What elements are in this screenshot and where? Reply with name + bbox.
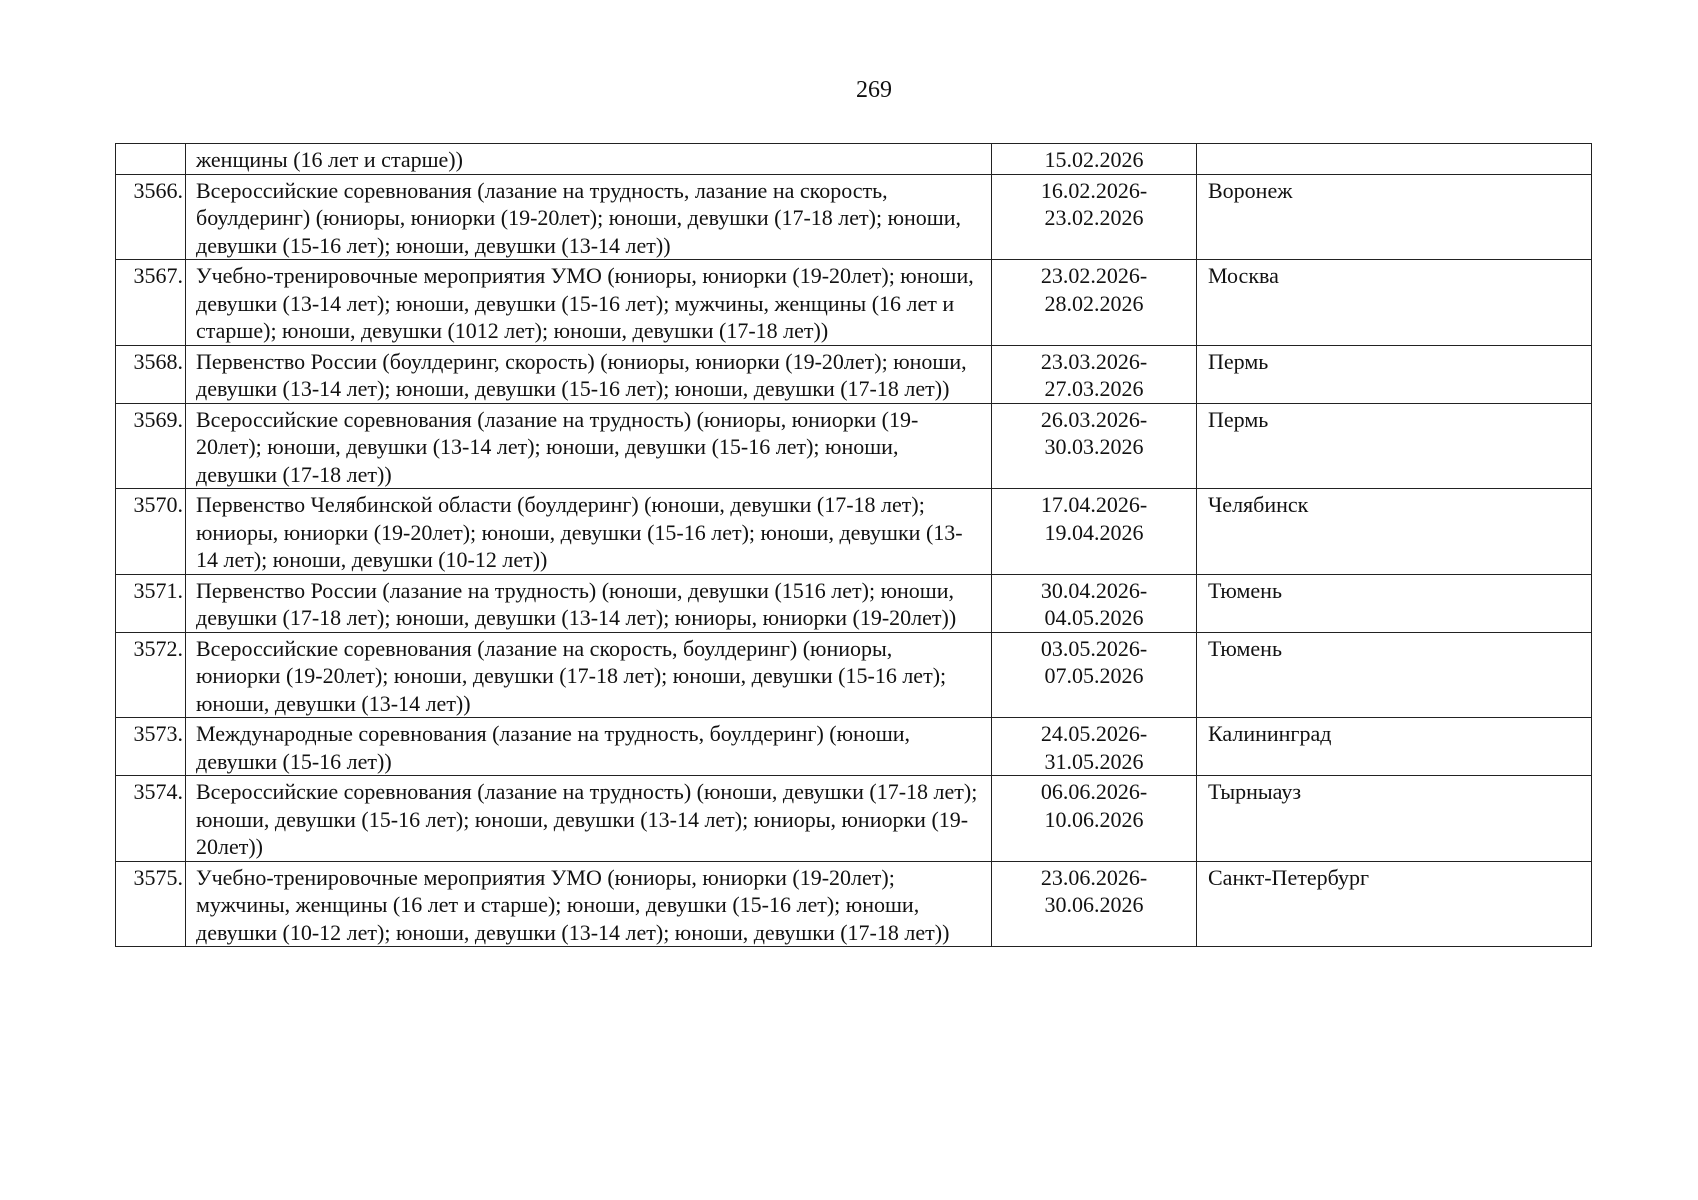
event-dates	[992, 718, 1197, 776]
date-end: 10.06.2026	[1044, 806, 1144, 832]
event-dates	[992, 776, 1197, 862]
date-start: 24.05.2026-	[1040, 721, 1148, 746]
event-name: Всероссийские соревнования (лазание на трудность, лазание на скорость, боулдеринг) (юниоры, юниорки (19-20лет); юноши, девушки (17-18 лет); юноши, девушки (15-16 лет); юноши, девушки (13-14 лет))	[186, 174, 992, 260]
event-name: Первенство России (лазание на трудность) (юноши, девушки (1516 лет); юноши, девушки (17-18 лет); юноши, девушки (13-14 лет); юниоры, юниорки (19-20лет))	[186, 574, 992, 632]
date-start: 15.02.2026	[1044, 147, 1144, 172]
row-number: 3568.	[116, 345, 186, 403]
event-name: Всероссийские соревнования (лазание на скорость, боулдеринг) (юниоры, юниорки (19-20лет); юноши, девушки (17-18 лет); юноши, девушки (15-16 лет); юноши, девушки (13-14 лет))	[186, 632, 992, 718]
event-dates	[992, 260, 1197, 346]
event-dates	[992, 861, 1197, 947]
event-place	[1197, 144, 1592, 175]
date-end: 28.02.2026	[1044, 290, 1144, 316]
row-number: 3571.	[116, 574, 186, 632]
event-dates	[992, 174, 1197, 260]
event-name: Международные соревнования (лазание на трудность, боулдеринг) (юноши, девушки (15-16 лет))	[186, 718, 992, 776]
table-row	[116, 718, 1592, 776]
event-dates	[992, 345, 1197, 403]
event-place: Москва	[1197, 260, 1592, 346]
date-end: 19.04.2026	[1044, 519, 1144, 545]
date-end: 23.02.2026	[1044, 205, 1144, 230]
date-start: 26.03.2026-	[1040, 406, 1148, 432]
date-start: 23.03.2026-	[1040, 348, 1148, 374]
table-row	[116, 861, 1592, 947]
event-place: Челябинск	[1197, 489, 1592, 575]
table-row	[116, 345, 1592, 403]
event-name: Учебно-тренировочные мероприятия УМО (юниоры, юниорки (19-20лет); мужчины, женщины (16 лет и старше); юноши, девушки (15-16 лет); юноши, девушки (10-12 лет); юноши, девушки (13-14 лет); юноши, девушки (17-18 лет))	[186, 861, 992, 947]
date-end: 30.06.2026	[1044, 892, 1144, 917]
event-place: Тюмень	[1197, 632, 1592, 718]
event-name: Первенство Челябинской области (боулдеринг) (юноши, девушки (17-18 лет); юниоры, юниорки (19-20лет); юноши, девушки (15-16 лет); юноши, девушки (13-14 лет); юноши, девушки (10-12 лет))	[186, 489, 992, 575]
row-number: 3569.	[116, 403, 186, 489]
date-end: 04.05.2026	[1044, 605, 1144, 630]
table-row	[116, 632, 1592, 718]
date-start: 30.04.2026-	[1040, 577, 1148, 603]
date-start: 03.05.2026-	[1040, 635, 1148, 661]
event-name: Всероссийские соревнования (лазание на трудность) (юниоры, юниорки (19-20лет); юноши, девушки (13-14 лет); юноши, девушки (15-16 лет); юноши, девушки (17-18 лет))	[186, 403, 992, 489]
row-number	[116, 144, 186, 175]
row-number: 3575.	[116, 861, 186, 947]
events-table	[115, 143, 1592, 947]
event-place: Санкт-Петербург	[1197, 861, 1592, 947]
event-place: Пермь	[1197, 403, 1592, 489]
event-name: Учебно-тренировочные мероприятия УМО (юниоры, юниорки (19-20лет); юноши, девушки (13-14 лет); юноши, девушки (15-16 лет); мужчины, женщины (16 лет и старше); юноши, девушки (1012 лет); юноши, девушки (17-18 лет))	[186, 260, 992, 346]
event-place: Тюмень	[1197, 574, 1592, 632]
event-dates	[992, 489, 1197, 575]
date-start: 23.02.2026-	[1040, 263, 1148, 288]
table-row	[116, 174, 1592, 260]
event-dates	[992, 403, 1197, 489]
table-row	[116, 574, 1592, 632]
row-number: 3570.	[116, 489, 186, 575]
date-end: 31.05.2026	[1044, 748, 1144, 774]
row-number: 3573.	[116, 718, 186, 776]
table-row	[116, 403, 1592, 489]
event-place: Воронеж	[1197, 174, 1592, 260]
event-name: Всероссийские соревнования (лазание на трудность) (юноши, девушки (17-18 лет); юноши, девушки (15-16 лет); юноши, девушки (13-14 лет); юниоры, юниорки (19-20лет))	[186, 776, 992, 862]
event-name: женщины (16 лет и старше))	[186, 144, 992, 175]
event-name: Первенство России (боулдеринг, скорость) (юниоры, юниорки (19-20лет); юноши, девушки (13-14 лет); юноши, девушки (15-16 лет); юноши, девушки (17-18 лет))	[186, 345, 992, 403]
date-end: 30.03.2026	[1044, 434, 1144, 459]
table-row	[116, 144, 1592, 175]
date-end: 27.03.2026	[1044, 376, 1144, 401]
date-start: 23.06.2026-	[1040, 864, 1148, 890]
event-dates	[992, 632, 1197, 718]
date-end: 07.05.2026	[1044, 663, 1144, 688]
table-row	[116, 489, 1592, 575]
event-dates	[992, 144, 1197, 175]
date-start: 17.04.2026-	[1040, 492, 1148, 517]
table-row	[116, 260, 1592, 346]
event-place: Калининград	[1197, 718, 1592, 776]
date-start: 06.06.2026-	[1040, 779, 1148, 804]
event-place: Пермь	[1197, 345, 1592, 403]
page-number: 269	[856, 77, 892, 103]
date-start: 16.02.2026-	[1040, 177, 1148, 203]
row-number: 3572.	[116, 632, 186, 718]
row-number: 3567.	[116, 260, 186, 346]
event-dates	[992, 574, 1197, 632]
row-number: 3566.	[116, 174, 186, 260]
row-number: 3574.	[116, 776, 186, 862]
table-row	[116, 776, 1592, 862]
event-place: Тырныауз	[1197, 776, 1592, 862]
